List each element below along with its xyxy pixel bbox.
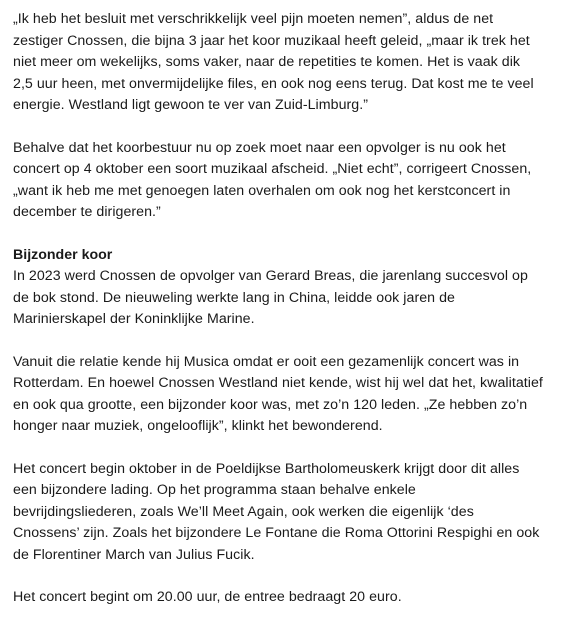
paragraph-concert-time: Het concert begint om 20.00 uur, de entree bedraagt 20 euro.	[13, 589, 402, 605]
section-heading: Bijzonder koor	[13, 246, 113, 263]
paragraph-concert-program: Het concert begin oktober in de Poeldijkse Bartholomeuskerk krijgt door dit alles een bijzondere lading. Op het programma staan behalve enkele bevrijdingsliederen, zoals We’ll Meet Again, ook werken die eigenlijk ‘des Cnossens’ zijn. Zoals het bijzondere Le Fontane die Roma Ottorini Respighi en ook de Florentiner March van Julius Fucik.	[13, 460, 540, 563]
paragraph-successor: In 2023 werd Cnossen de opvolger van Gerard Breas, die jarenlang succesvol op de bok stond. De nieuweling werkte lang in China, leidde ook jaren de Marinierskapel der Koninklijke Marine.	[13, 268, 528, 327]
paragraph-relation: Vanuit die relatie kende hij Musica omdat er ooit een gezamenlijk concert was in Rotterdam. En hoewel Cnossen Westland niet kende, wist hij wel dat het, kwalitatief en ook qua grootte, een bijzonder koor was, met zo’n 120 leden. „Ze hebben zo’n honger naar muziek, ongelooflijk”, klinkt het bewonderend.	[13, 353, 543, 434]
paragraph-farewell-concert: Behalve dat het koorbestuur nu op zoek moet naar een opvolger is nu ook het concert op 4 oktober een soort muzikaal afscheid. „Niet echt”, corrigeert Cnossen, „want ik heb me met genoegen laten overhalen om ook nog het kerstconcert in december te dirigeren.”	[13, 139, 532, 220]
paragraph-quote-decision: „Ik heb het besluit met verschrikkelijk veel pijn moeten nemen”, aldus de net zestiger Cnossen, die bijna 3 jaar het koor muzikaal heeft geleid, „maar ik trek het niet meer om wekelijks, soms vaker, naar de repetities te komen. Het is vaak dik 2,5 uur heen, met onvermijdelijke files, en ook nog eens terug. Dat kost me te veel energie. Westland ligt gewoon te ver van Zuid-Limburg.”	[13, 11, 534, 113]
